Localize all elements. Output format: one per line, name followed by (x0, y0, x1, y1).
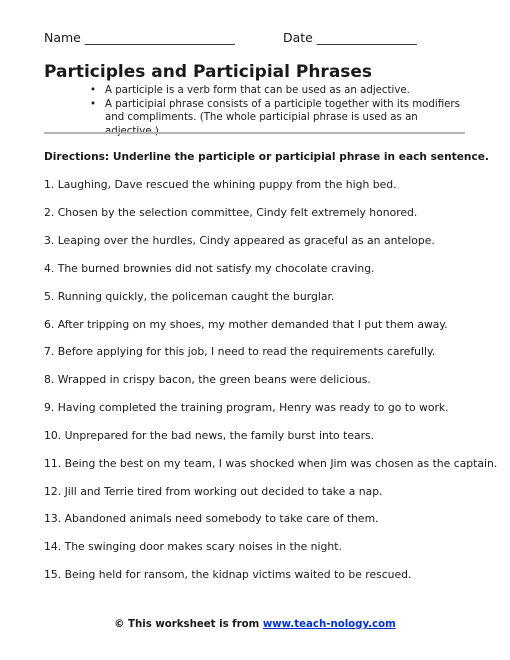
date-field-line: Date ________________ (283, 30, 417, 45)
footer-text: © This worksheet is from (114, 619, 263, 630)
worksheet-title: Participles and Participial Phrases (44, 62, 373, 82)
directions-text: Directions: Underline the participle or participial phrase in each sentence. (44, 151, 489, 163)
footer-link[interactable]: www.teach-nology.com (262, 619, 396, 630)
question-item: 11. Being the best on my team, I was shocked when Jim was chosen as the captain. (44, 457, 498, 470)
question-item: 3. Leaping over the hurdles, Cindy appeared as graceful as an antelope. (44, 234, 435, 247)
question-item: 2. Chosen by the selection committee, Cindy felt extremely honored. (44, 206, 418, 219)
section-divider (44, 132, 465, 134)
question-item: 12. Jill and Terrie tired from working out decided to take a nap. (44, 485, 383, 498)
definition-text: A participle is a verb form that can be used as an adjective. (105, 85, 410, 96)
footer-credit (0, 619, 510, 630)
name-field-line: Name ________________________ (44, 30, 235, 45)
question-item: 14. The swinging door makes scary noises in the night. (44, 540, 342, 553)
question-item: 8. Wrapped in crispy bacon, the green beans were delicious. (44, 373, 371, 386)
question-item: 6. After tripping on my shoes, my mother demanded that I put them away. (44, 318, 448, 331)
definition-item (90, 84, 470, 98)
question-item: 5. Running quickly, the policeman caught the burglar. (44, 290, 335, 303)
question-item: 13. Abandoned animals need somebody to take care of them. (44, 512, 379, 525)
question-item: 4. The burned brownies did not satisfy my chocolate craving. (44, 262, 375, 275)
question-item: 1. Laughing, Dave rescued the whining puppy from the high bed. (44, 178, 397, 191)
bullet-icon: • (90, 98, 97, 110)
question-item: 10. Unprepared for the bad news, the family burst into tears. (44, 429, 375, 442)
bullet-icon: • (90, 85, 97, 96)
definition-text: A participial phrase consists of a participle together with its modifiers and compliments. (The whole participial phrase is used as an adjective.) (105, 98, 460, 137)
question-item: 7. Before applying for this job, I need to read the requirements carefully. (44, 345, 436, 358)
definition-list (90, 84, 470, 138)
question-item: 15. Being held for ransom, the kidnap victims waited to be rescued. (44, 568, 412, 581)
question-item: 9. Having completed the training program, Henry was ready to go to work. (44, 401, 449, 414)
